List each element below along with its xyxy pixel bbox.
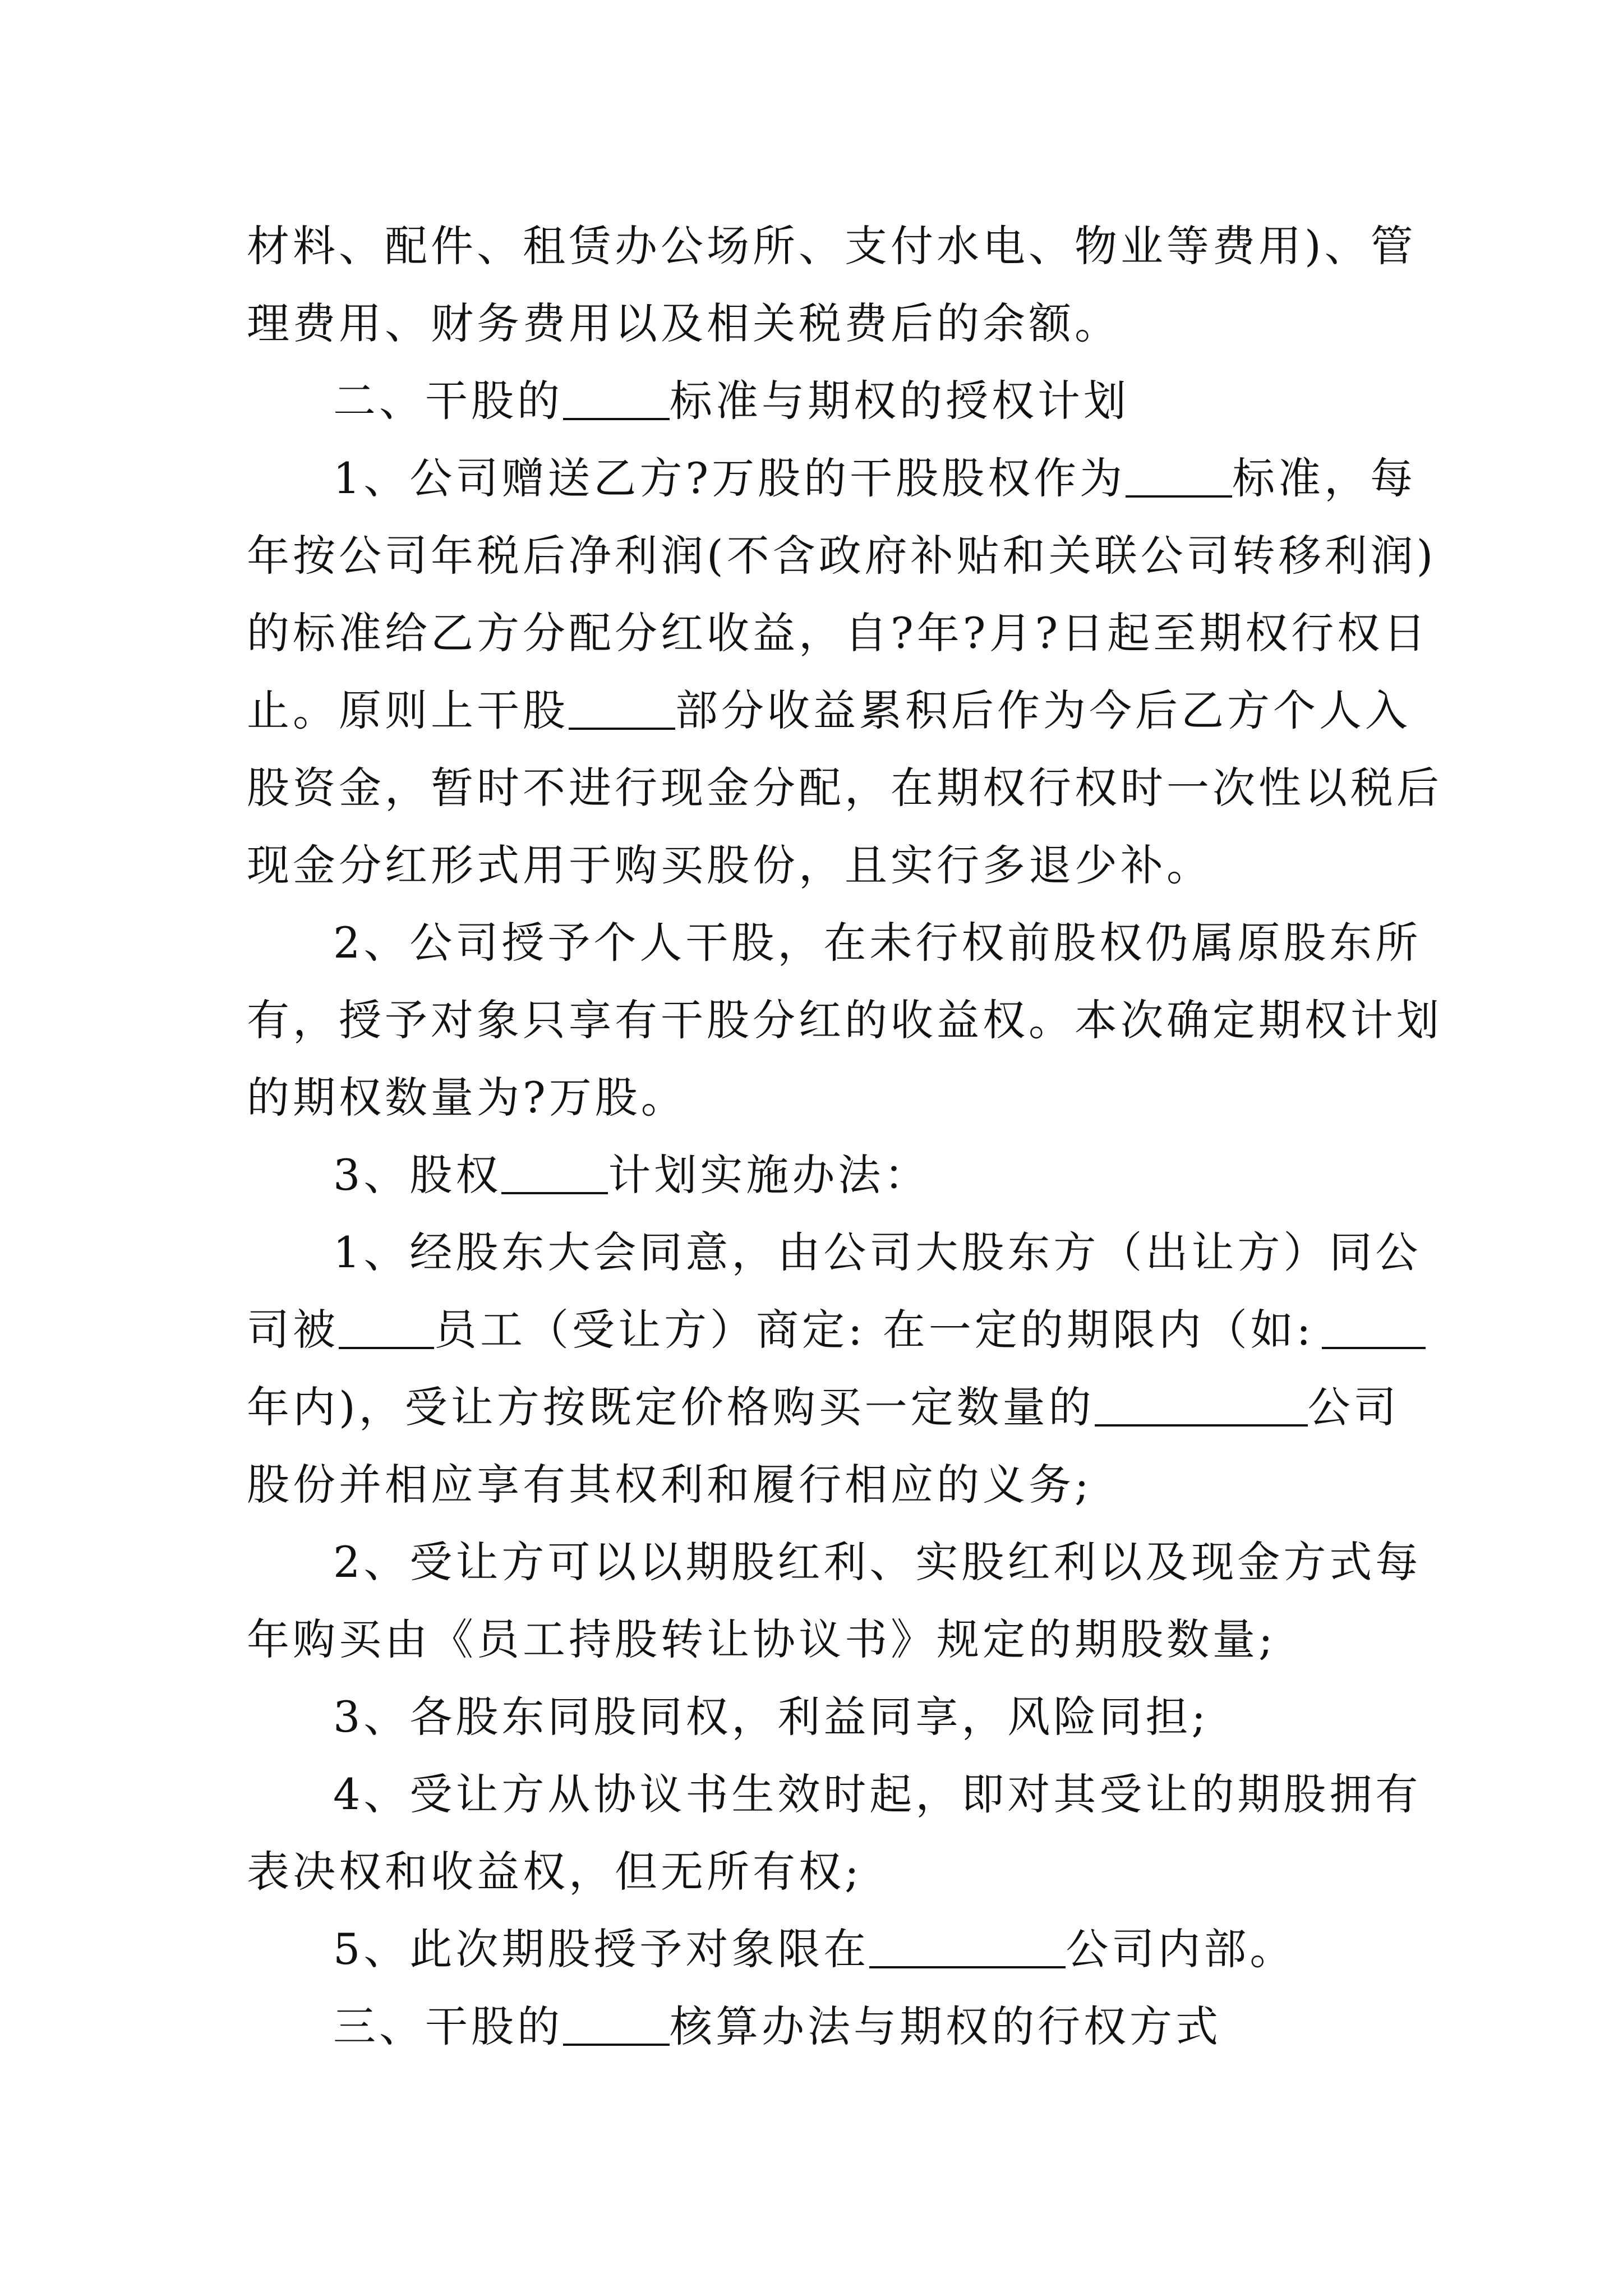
paragraph-line — [247, 749, 1442, 827]
text-line: 有，授予对象只享有干股分红的收益权。本次确定期权计划 — [247, 995, 1442, 1045]
paragraph-line — [247, 595, 1430, 672]
blank-underline — [563, 2000, 670, 2046]
text-line: 5、此次期股授予对象限在 — [333, 1924, 870, 1974]
paragraph-line — [247, 1756, 1422, 1833]
section-heading — [247, 362, 1388, 440]
text-line: 部分收益累积后作为今后乙方个人入 — [675, 685, 1411, 735]
paragraph-line — [247, 440, 1417, 517]
paragraph-line — [247, 827, 1388, 904]
text-line: 2、公司授予个人干股，在未行权前股权仍属原股东所 — [333, 918, 1422, 968]
heading-text: 3、股权 — [333, 1150, 502, 1200]
blank-underline — [869, 1922, 1066, 1968]
text-line: 的期权数量为?万股。 — [247, 1073, 687, 1122]
blank-underline — [1322, 1303, 1426, 1349]
text-line: 表决权和收益权，但无所有权; — [247, 1847, 863, 1897]
heading-text: 二、干股的 — [333, 376, 563, 426]
text-line: 理费用、财务费用以及相关税费后的余额。 — [247, 298, 1121, 348]
blank-underline — [339, 1303, 434, 1349]
text-line: 3、各股东同股同权，利益同享，风险同担; — [333, 1692, 1209, 1742]
blank-underline — [563, 374, 670, 420]
paragraph-line — [247, 1911, 1388, 1988]
text-line: 现金分红形式用于购买股份，且实行多退少补。 — [247, 840, 1212, 890]
paragraph-line — [247, 1601, 1388, 1678]
heading-text: 标准与期权的授权计划 — [670, 376, 1129, 426]
text-line: 司被 — [247, 1305, 339, 1355]
paragraph-line — [247, 1291, 1388, 1369]
text-line: 1、公司赠送乙方?万股的干股股权作为 — [333, 453, 1126, 503]
text-line: 股份并相应享有其权利和履行相应的义务; — [247, 1460, 1092, 1510]
blank-underline — [1095, 1381, 1308, 1427]
text-line: 年购买由《员工持股转让协议书》规定的期股数量; — [247, 1614, 1276, 1664]
text-line: 标准，每 — [1232, 453, 1417, 503]
paragraph-line — [247, 1524, 1422, 1601]
text-line: 公司内部。 — [1066, 1924, 1296, 1974]
paragraph-line — [247, 982, 1442, 1059]
text-line: 1、经股东大会同意，由公司大股东方（出让方）同公 — [333, 1227, 1422, 1277]
text-line: 员工（受让方）商定: 在一定的期限内（如: — [434, 1305, 1315, 1355]
text-line: 股资金，暂时不进行现金分配，在期权行权时一次性以税后 — [247, 763, 1442, 813]
paragraph-line — [247, 1446, 1388, 1524]
document-body — [247, 208, 1442, 2065]
heading-text: 三、干股的 — [333, 2001, 563, 2051]
text-line: 年内)，受让方按既定价格购买一定数量的 — [247, 1382, 1095, 1432]
paragraph-line — [247, 208, 1417, 285]
text-line: 4、受让方从协议书生效时起，即对其受让的期股拥有 — [333, 1769, 1422, 1819]
text-line: 的标准给乙方分配分红收益，自?年?月?日起至期权行权日 — [247, 608, 1430, 658]
blank-underline — [569, 684, 675, 730]
paragraph-line — [247, 1059, 1388, 1137]
text-line: 2、受让方可以以期股红利、实股红利以及现金方式每 — [333, 1537, 1422, 1587]
paragraph-line — [247, 1214, 1422, 1291]
paragraph-line — [247, 1678, 1388, 1756]
blank-underline — [501, 1148, 608, 1194]
text-line: 材料、配件、租赁办公场所、支付水电、物业等费用)、管 — [247, 221, 1417, 271]
text-line: 年按公司年税后净利润(不含政府补贴和关联公司转移利润) — [247, 531, 1437, 581]
text-line: 止。原则上干股 — [247, 685, 569, 735]
blank-underline — [1126, 452, 1232, 498]
section-heading — [247, 1988, 1388, 2065]
paragraph-line — [247, 1369, 1400, 1446]
section-heading — [247, 1137, 1388, 1214]
paragraph-line — [247, 285, 1388, 362]
paragraph-line — [247, 1833, 1388, 1911]
text-line: 公司 — [1307, 1382, 1400, 1432]
paragraph-line — [247, 517, 1437, 595]
heading-text: 核算办法与期权的行权方式 — [670, 2001, 1221, 2051]
heading-text: 计划实施办法： — [608, 1150, 930, 1200]
paragraph-line — [247, 904, 1422, 982]
paragraph-line — [247, 672, 1411, 749]
